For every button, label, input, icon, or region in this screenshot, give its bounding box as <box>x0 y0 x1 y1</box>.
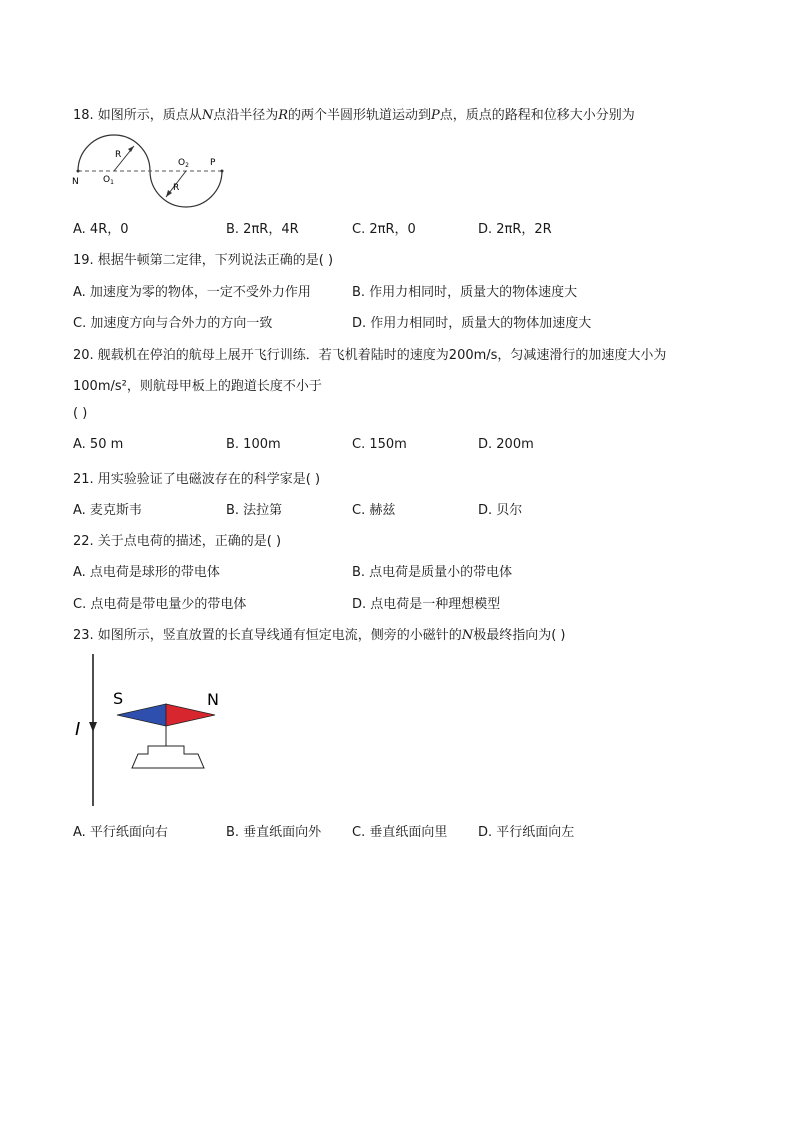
needle-south-half <box>117 704 166 726</box>
q21-option-c[interactable]: C. 赫兹 <box>352 503 396 518</box>
q21-option-d[interactable]: D. 贝尔 <box>478 503 523 518</box>
q19-option-a[interactable]: A. 加速度为零的物体，一定不受外力作用 <box>73 285 311 300</box>
q23-option-c[interactable]: C. 垂直纸面向里 <box>352 825 448 840</box>
question-23-stem: 23. 如图所示，竖直放置的长直导线通有恒定电流，侧旁的小磁针的N极最终指向为( ) <box>73 628 566 643</box>
label-north: N <box>207 690 219 709</box>
var-n: N <box>201 108 214 123</box>
label-r-upper: R <box>115 150 122 160</box>
q20-option-c[interactable]: C. 150m <box>352 437 407 452</box>
label-o2: $O_2$ <box>178 158 189 169</box>
wire-and-compass-figure <box>70 652 230 812</box>
question-20-stem-line1: 20. 舰载机在停泊的航母上展开飞行训练．若飞机着陆时的速度为200m/s，匀减速滑行的加速度大小为 <box>73 348 667 363</box>
q21-option-b[interactable]: B. 法拉第 <box>226 503 283 518</box>
q22-option-a[interactable]: A. 点电荷是球形的带电体 <box>73 565 220 580</box>
q20-option-d[interactable]: D. 200m <box>478 437 534 452</box>
q19-option-b[interactable]: B. 作用力相同时，质量大的物体速度大 <box>352 285 578 300</box>
q20-option-a[interactable]: A. 50 m <box>73 437 124 452</box>
q18-option-b[interactable]: B. 2πR，4R <box>226 222 299 237</box>
label-o1: $O_1$ <box>103 175 114 186</box>
q22-option-b[interactable]: B. 点电荷是质量小的带电体 <box>352 565 513 580</box>
q20-option-b[interactable]: B. 100m <box>226 437 281 452</box>
label-current-i: I <box>75 719 81 740</box>
label-south: S <box>113 689 124 708</box>
semicircle-track-figure <box>66 134 236 214</box>
var-r: R <box>278 108 288 123</box>
compass-stand <box>132 746 204 768</box>
label-n: N <box>72 177 79 187</box>
q19-option-d[interactable]: D. 作用力相同时，质量大的物体加速度大 <box>352 316 592 331</box>
label-p: P <box>210 158 216 168</box>
q18-option-a[interactable]: A. 4R，0 <box>73 222 129 237</box>
label-r-lower: R <box>173 183 180 193</box>
q23-option-a[interactable]: A. 平行纸面向右 <box>73 825 168 840</box>
q19-option-c[interactable]: C. 加速度方向与合外力的方向一致 <box>73 316 273 331</box>
current-arrow-down-icon <box>89 722 97 732</box>
q23-option-b[interactable]: B. 垂直纸面向外 <box>226 825 322 840</box>
question-20-stem-line2: 100m/s²，则航母甲板上的跑道长度不小于 <box>73 379 322 394</box>
question-19-stem: 19. 根据牛顿第二定律，下列说法正确的是( ) <box>73 253 334 268</box>
var-n: N <box>461 628 474 643</box>
q18-option-c[interactable]: C. 2πR，0 <box>352 222 416 237</box>
var-p: P <box>431 108 440 123</box>
question-22-stem: 22. 关于点电荷的描述，正确的是( ) <box>73 534 282 549</box>
question-18-stem: 18. 如图所示，质点从N点沿半径为R的两个半圆形轨道运动到P点，质点的路程和位移大小分别为 <box>73 108 635 123</box>
q23-option-d[interactable]: D. 平行纸面向左 <box>478 825 575 840</box>
question-20-stem-line3: ( ) <box>73 406 88 421</box>
q21-option-a[interactable]: A. 麦克斯韦 <box>73 503 142 518</box>
q18-option-d[interactable]: D. 2πR，2R <box>478 222 552 237</box>
q22-option-c[interactable]: C. 点电荷是带电量少的带电体 <box>73 597 247 612</box>
q22-option-d[interactable]: D. 点电荷是一种理想模型 <box>352 597 501 612</box>
question-21-stem: 21. 用实验验证了电磁波存在的科学家是( ) <box>73 472 321 487</box>
